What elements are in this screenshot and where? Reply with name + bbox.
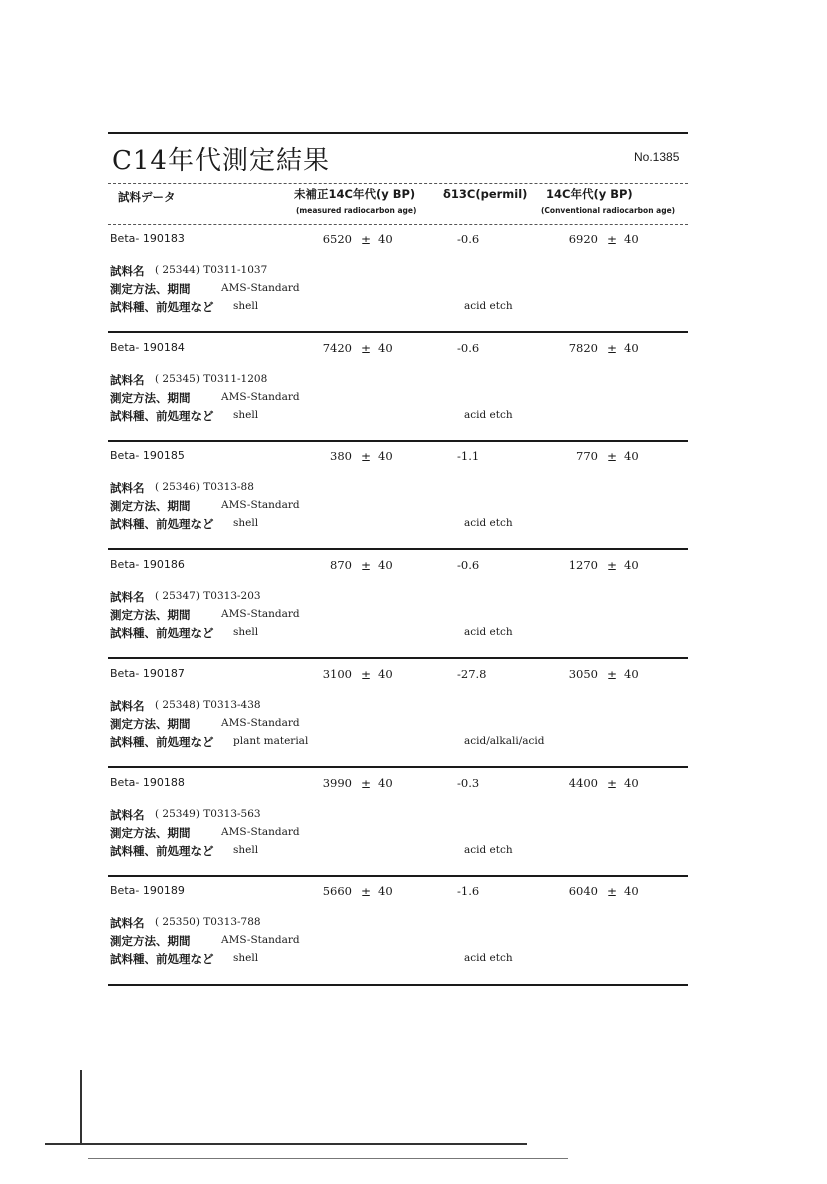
scan-mark-lower [88, 1158, 568, 1159]
measured-age-plusminus: ± [361, 777, 372, 791]
material-label: 試料種、前処理など [110, 844, 214, 858]
header-sample-data: 試料データ [118, 190, 176, 204]
conventional-age-error: 40 [624, 558, 639, 572]
sample-name-label: 試料名 [110, 590, 145, 604]
top-rule [108, 132, 688, 134]
lab-id: Beta- 190187 [110, 667, 185, 680]
method-label: 測定方法、期間 [110, 499, 191, 513]
sample-name-value: ( 25347) T0313-203 [155, 590, 261, 602]
measured-age-plusminus: ± [361, 668, 372, 682]
measured-age-plusminus: ± [361, 885, 372, 899]
document-number: No.1385 [634, 150, 680, 164]
method-label: 測定方法、期間 [110, 391, 191, 405]
scan-mark-vertical [80, 1070, 82, 1144]
d13c-value: -0.3 [457, 776, 480, 790]
pretreatment-value: acid etch [464, 626, 513, 638]
conventional-age-error: 40 [624, 341, 639, 355]
record-separator [108, 548, 688, 550]
conventional-age-plusminus: ± [607, 342, 618, 356]
pretreatment-value: acid etch [464, 409, 513, 421]
conventional-age-error: 40 [624, 667, 639, 681]
lab-id: Beta- 190189 [110, 884, 185, 897]
material-value: shell [233, 844, 259, 856]
d13c-value: -1.6 [457, 884, 480, 898]
measured-age-value: 6520 [322, 232, 352, 246]
method-label: 測定方法、期間 [110, 282, 191, 296]
conventional-age-plusminus: ± [607, 777, 618, 791]
conventional-age-plusminus: ± [607, 450, 618, 464]
material-label: 試料種、前処理など [110, 735, 214, 749]
measured-age-error: 40 [378, 341, 393, 355]
measured-age-value: 7420 [322, 341, 352, 355]
conventional-age-plusminus: ± [607, 885, 618, 899]
d13c-value: -1.1 [457, 449, 480, 463]
conventional-age-error: 40 [624, 884, 639, 898]
record-separator [108, 331, 688, 333]
conventional-age-value: 3050 [568, 667, 598, 681]
measured-age-error: 40 [378, 558, 393, 572]
method-value: AMS-Standard [221, 282, 300, 294]
measured-age-value: 3100 [322, 667, 352, 681]
lab-id: Beta- 190185 [110, 449, 185, 462]
lab-id: Beta- 190188 [110, 776, 185, 789]
header-bottom-divider [108, 224, 688, 225]
method-value: AMS-Standard [221, 826, 300, 838]
d13c-value: -0.6 [457, 558, 480, 572]
method-value: AMS-Standard [221, 608, 300, 620]
measured-age-error: 40 [378, 232, 393, 246]
pretreatment-value: acid etch [464, 517, 513, 529]
measured-age-plusminus: ± [361, 342, 372, 356]
scan-mark-horizontal [45, 1143, 527, 1145]
conventional-age-value: 770 [576, 449, 598, 463]
conventional-age-value: 4400 [568, 776, 598, 790]
conventional-age-value: 1270 [568, 558, 598, 572]
method-value: AMS-Standard [221, 499, 300, 511]
measured-age-value: 380 [330, 449, 352, 463]
method-value: AMS-Standard [221, 717, 300, 729]
header-conventional-age-sub: (Conventional radiocarbon age) [541, 206, 676, 215]
record-separator [108, 440, 688, 442]
method-value: AMS-Standard [221, 934, 300, 946]
material-value: shell [233, 409, 259, 421]
conventional-age-value: 7820 [568, 341, 598, 355]
header-conventional-age: 14C年代(y BP) [546, 187, 633, 201]
lab-id: Beta- 190183 [110, 232, 185, 245]
header-measured-age-sub: (measured radiocarbon age) [296, 206, 417, 215]
measured-age-plusminus: ± [361, 450, 372, 464]
d13c-value: -0.6 [457, 232, 480, 246]
sample-name-label: 試料名 [110, 373, 145, 387]
record-separator [108, 875, 688, 877]
lab-id: Beta- 190186 [110, 558, 185, 571]
sample-name-value: ( 25346) T0313-88 [155, 481, 254, 493]
record-separator [108, 657, 688, 659]
conventional-age-plusminus: ± [607, 559, 618, 573]
measured-age-value: 5660 [322, 884, 352, 898]
sample-name-label: 試料名 [110, 916, 145, 930]
sample-name-label: 試料名 [110, 264, 145, 278]
page-title: C14年代測定結果 [112, 146, 330, 176]
material-label: 試料種、前処理など [110, 952, 214, 966]
conventional-age-plusminus: ± [607, 668, 618, 682]
d13c-value: -27.8 [457, 667, 487, 681]
material-value: shell [233, 952, 259, 964]
sample-name-value: ( 25344) T0311-1037 [155, 264, 268, 276]
sample-name-label: 試料名 [110, 699, 145, 713]
pretreatment-value: acid/alkali/acid [464, 735, 545, 747]
sample-name-value: ( 25349) T0313-563 [155, 808, 261, 820]
material-value: shell [233, 517, 259, 529]
record-separator [108, 766, 688, 768]
header-measured-age: 未補正14C年代(y BP) [294, 187, 416, 201]
measured-age-plusminus: ± [361, 559, 372, 573]
measured-age-error: 40 [378, 776, 393, 790]
measured-age-error: 40 [378, 667, 393, 681]
conventional-age-value: 6920 [568, 232, 598, 246]
material-value: shell [233, 300, 259, 312]
measured-age-error: 40 [378, 884, 393, 898]
method-label: 測定方法、期間 [110, 717, 191, 731]
method-value: AMS-Standard [221, 391, 300, 403]
conventional-age-plusminus: ± [607, 233, 618, 247]
measured-age-value: 3990 [322, 776, 352, 790]
conventional-age-error: 40 [624, 449, 639, 463]
lab-id: Beta- 190184 [110, 341, 185, 354]
measured-age-error: 40 [378, 449, 393, 463]
sample-name-label: 試料名 [110, 808, 145, 822]
method-label: 測定方法、期間 [110, 826, 191, 840]
sample-name-value: ( 25345) T0311-1208 [155, 373, 268, 385]
material-label: 試料種、前処理など [110, 300, 214, 314]
material-value: plant material [233, 735, 309, 747]
pretreatment-value: acid etch [464, 844, 513, 856]
method-label: 測定方法、期間 [110, 934, 191, 948]
measured-age-plusminus: ± [361, 233, 372, 247]
method-label: 測定方法、期間 [110, 608, 191, 622]
material-label: 試料種、前処理など [110, 517, 214, 531]
material-label: 試料種、前処理など [110, 626, 214, 640]
sample-name-label: 試料名 [110, 481, 145, 495]
sample-name-value: ( 25350) T0313-788 [155, 916, 261, 928]
pretreatment-value: acid etch [464, 300, 513, 312]
d13c-value: -0.6 [457, 341, 480, 355]
sample-name-value: ( 25348) T0313-438 [155, 699, 261, 711]
material-value: shell [233, 626, 259, 638]
pretreatment-value: acid etch [464, 952, 513, 964]
material-label: 試料種、前処理など [110, 409, 214, 423]
header-d13c: δ13C(permil) [443, 187, 528, 201]
conventional-age-error: 40 [624, 776, 639, 790]
header-top-divider [108, 183, 688, 184]
conventional-age-error: 40 [624, 232, 639, 246]
bottom-rule [108, 984, 688, 986]
conventional-age-value: 6040 [568, 884, 598, 898]
measured-age-value: 870 [330, 558, 352, 572]
